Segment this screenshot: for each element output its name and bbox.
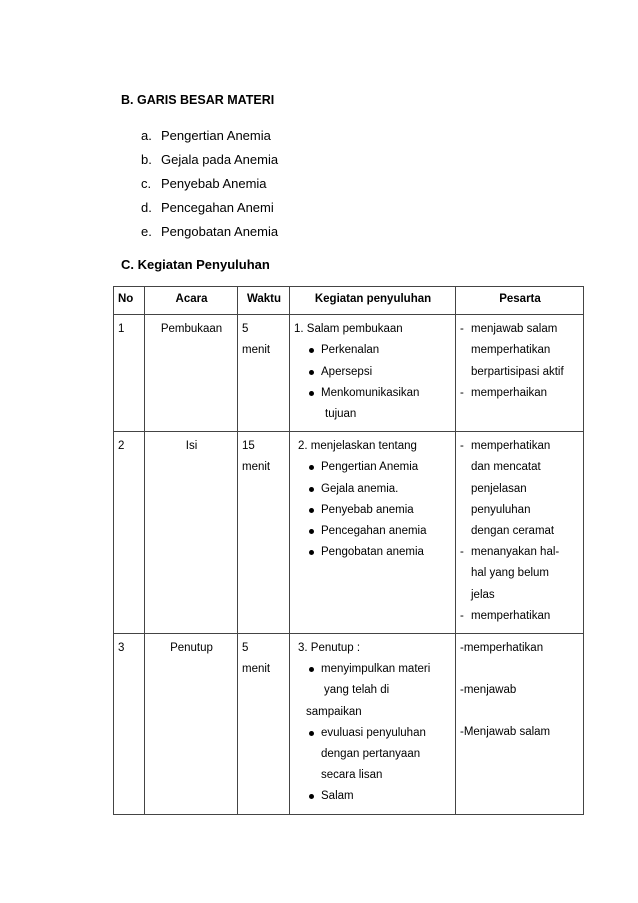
table-row — [114, 315, 584, 432]
bullet-icon — [309, 731, 314, 736]
list-item: berpartisipasi aktif — [471, 365, 564, 378]
list-item: hal yang belum — [471, 567, 549, 580]
list-item: jelas — [471, 588, 495, 601]
bullet-icon — [309, 391, 314, 396]
list-item: Pengobatan anemia — [294, 542, 452, 563]
header-no: No — [114, 287, 145, 315]
header-acara: Acara — [145, 287, 238, 315]
table-header-row — [114, 287, 584, 315]
cell-kegiatan — [290, 315, 456, 432]
bullet-icon — [309, 370, 314, 375]
table-row — [114, 432, 584, 634]
list-item: sampaikan — [306, 705, 362, 718]
cell-no: 3 — [114, 634, 145, 815]
cell-acara: Isi — [145, 432, 238, 634]
list-item: dengan pertanyaan — [321, 748, 421, 761]
list-item: d. Pencegahan Anemi — [141, 200, 274, 215]
bullet-icon — [309, 508, 314, 513]
table-row — [114, 634, 584, 815]
header-kegiatan: Kegiatan penyuluhan — [290, 287, 456, 315]
list-item: Gejala anemia. — [294, 479, 452, 500]
list-item: secara lisan — [321, 769, 383, 782]
materi-list — [121, 124, 278, 244]
list-item: - memperhatikan — [460, 440, 551, 453]
section-c-title: C. Kegiatan Penyuluhan — [121, 257, 270, 272]
bullet-icon — [309, 550, 314, 555]
list-item: Perkenalan — [294, 340, 452, 361]
list-item: b. Gejala pada Anemia — [141, 152, 279, 167]
header-waktu: Waktu — [238, 287, 290, 315]
bullet-icon — [309, 348, 314, 353]
cell-peserta — [456, 315, 584, 432]
list-item: Penyebab anemia — [294, 500, 452, 521]
cell-acara: Pembukaan — [145, 315, 238, 432]
kegiatan-lead: 3. Penutup : — [298, 642, 361, 655]
kegiatan-lead: 2. menjelaskan tentang — [298, 440, 417, 453]
list-item: - menjawab salam — [460, 323, 558, 336]
list-item: - menanyakan hal- — [460, 546, 560, 559]
cell-peserta — [456, 432, 584, 634]
list-item: e. Pengobatan Anemia — [141, 224, 279, 239]
list-item: menyimpulkan materi — [294, 659, 452, 680]
list-item: Pengertian Anemia — [294, 457, 452, 478]
cell-acara: Penutup — [145, 634, 238, 815]
list-item: - memperhatikan — [460, 609, 551, 622]
list-item: -Menjawab salam — [460, 726, 551, 739]
list-item: -memperhatikan — [460, 642, 544, 655]
list-item: memperhatikan — [471, 344, 551, 357]
cell-no: 1 — [114, 315, 145, 432]
bullet-icon — [309, 465, 314, 470]
list-item: evuluasi penyuluhan — [294, 723, 452, 744]
kegiatan-lead: 1. Salam pembukaan — [294, 323, 403, 336]
cell-no: 2 — [114, 432, 145, 634]
list-item: -menjawab — [460, 684, 517, 697]
list-item: dengan ceramat — [471, 525, 555, 538]
list-item: penyuluhan — [471, 503, 531, 516]
list-item: Menkomunikasikan — [294, 383, 452, 404]
cell-kegiatan — [290, 432, 456, 634]
list-item: - memperhaikan — [460, 386, 548, 399]
bullet-icon — [309, 487, 314, 492]
list-item: c. Penyebab Anemia — [141, 176, 267, 191]
kegiatan-table — [113, 286, 584, 815]
list-item: yang telah di — [324, 684, 390, 697]
cell-kegiatan — [290, 634, 456, 815]
cell-waktu: 5 menit — [238, 634, 290, 815]
bullet-icon — [309, 794, 314, 799]
list-item: Apersepsi — [294, 362, 452, 383]
cell-waktu: 5 menit — [238, 315, 290, 432]
list-item: tujuan — [325, 408, 357, 421]
list-item: Pencegahan anemia — [294, 521, 452, 542]
list-item: dan mencatat — [471, 461, 541, 474]
section-b-title: B. GARIS BESAR MATERI — [121, 93, 275, 107]
cell-peserta — [456, 634, 584, 815]
list-item: penjelasan — [471, 482, 527, 495]
list-item: a. Pengertian Anemia — [141, 128, 271, 143]
bullet-icon — [309, 667, 314, 672]
header-peserta: Pesarta — [456, 287, 584, 315]
list-item: Salam — [294, 786, 452, 807]
bullet-icon — [309, 529, 314, 534]
cell-waktu: 15 menit — [238, 432, 290, 634]
